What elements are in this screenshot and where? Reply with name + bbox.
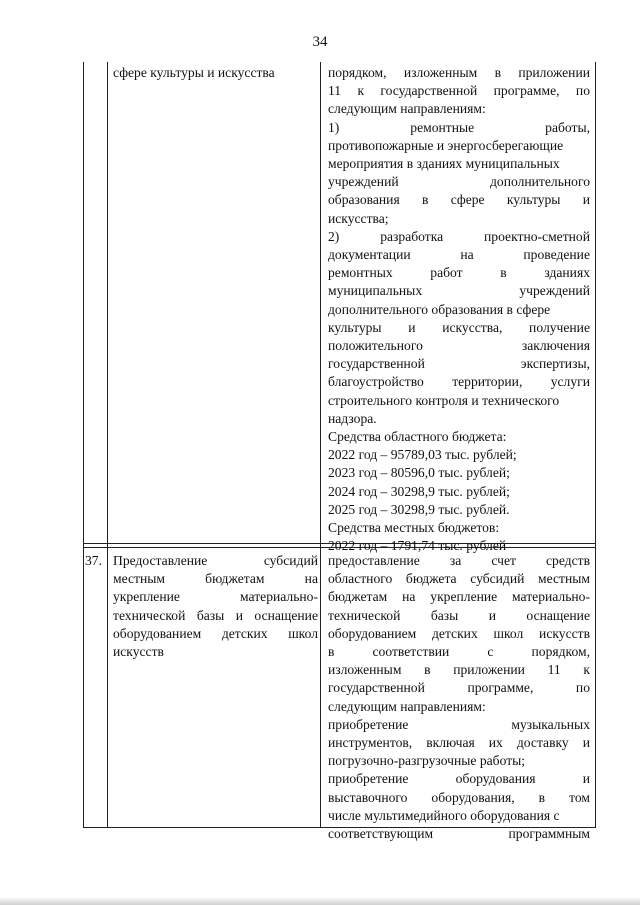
text-line: государственной экспертизы, — [328, 356, 590, 372]
text-line: порядком, изложенным в приложении — [328, 65, 590, 80]
text-line: инструментов, включая их доставку и — [328, 735, 590, 751]
text-line: выставочного оборудования, в том — [328, 789, 590, 805]
text-line: искусств — [113, 644, 164, 660]
text-line: строительного контроля и технического — [328, 392, 560, 408]
text-line: Средства областного бюджета: — [328, 429, 507, 445]
text-line: благоустройство территории, услуги — [328, 374, 590, 390]
measure-name — [113, 552, 318, 661]
table-border-num-col — [107, 62, 108, 828]
text-line: 2022 год – 1791,74 тыс. рублей — [328, 538, 507, 554]
text-line: приобретение оборудования и — [328, 771, 590, 787]
text-line: 11 к государственной программе, по — [328, 83, 590, 99]
text-line: мероприятия в зданиях муниципальных — [328, 156, 560, 172]
text-line: технической базы и оснащение — [113, 607, 318, 623]
text-line: в соответствии с порядком, — [328, 644, 590, 660]
text-line: положительного заключения — [328, 338, 590, 354]
text-line: 2) разработка проектно-сметной — [328, 228, 590, 244]
text-line: ремонтных работ в зданиях — [328, 265, 590, 281]
text-line: документации на проведение — [328, 247, 590, 263]
scan-edge — [0, 897, 640, 905]
text-line: 2022 год – 95789,03 тыс. рублей; — [328, 447, 517, 463]
text-line: соответствующим программным — [328, 826, 590, 842]
text-line: изложенным в приложении 11 к — [328, 662, 590, 678]
text-line: Предоставление субсидий — [113, 553, 318, 568]
text-line: 2024 год – 30298,9 тыс. рублей; — [328, 483, 510, 499]
table-border-right — [595, 62, 596, 828]
text-line: предоставление за счет средств — [328, 553, 590, 568]
text-line: следующим направлениям: — [328, 101, 486, 117]
text-line: местным бюджетам на — [113, 571, 318, 587]
text-line: государственной программе, по — [328, 680, 590, 696]
text-line: погрузочно-разгрузочные работы; — [328, 753, 526, 769]
text-line: областного бюджета субсидий местным — [328, 571, 590, 587]
table-border-name-col — [320, 62, 321, 828]
measure-name — [113, 64, 318, 82]
text-line: 2025 год – 30298,9 тыс. рублей. — [328, 501, 510, 517]
text-line: следующим направлениям: — [328, 698, 486, 714]
text-line: приобретение музыкальных — [328, 716, 590, 732]
text-line: противопожарные и энергосберегающие — [328, 137, 564, 153]
text-line: оборудованием детских школ искусств — [328, 625, 590, 641]
text-line: 2023 год – 80596,0 тыс. рублей; — [328, 465, 510, 481]
text-line: надзора. — [328, 410, 377, 426]
text-line: дополнительного образования в сфере — [328, 301, 551, 317]
measure-description — [328, 64, 590, 555]
text-line: числе мультимедийного оборудования с — [328, 807, 560, 823]
text-line: оборудованием детских школ — [113, 625, 318, 641]
table-border-left — [83, 62, 84, 828]
text-line: культуры и искусства, получение — [328, 319, 590, 335]
text-line: Средства местных бюджетов: — [328, 520, 500, 536]
text-line: 1) ремонтные работы, — [328, 119, 590, 135]
text-line: укрепление материально- — [113, 589, 318, 605]
text-line: технической базы и оснащение — [328, 607, 590, 623]
text-line: муниципальных учреждений — [328, 283, 590, 299]
text-line: образования в сфере культуры и — [328, 192, 590, 208]
page-number: 34 — [312, 34, 328, 50]
text-line: бюджетам на укрепление материально- — [328, 589, 590, 605]
row-number: 37. — [85, 553, 102, 568]
measures-table — [83, 62, 596, 842]
text-line: сфере культуры и искусства — [113, 65, 275, 80]
text-line: учреждений дополнительного — [328, 174, 590, 190]
text-line: искусства; — [328, 210, 389, 226]
measure-description — [328, 552, 590, 843]
